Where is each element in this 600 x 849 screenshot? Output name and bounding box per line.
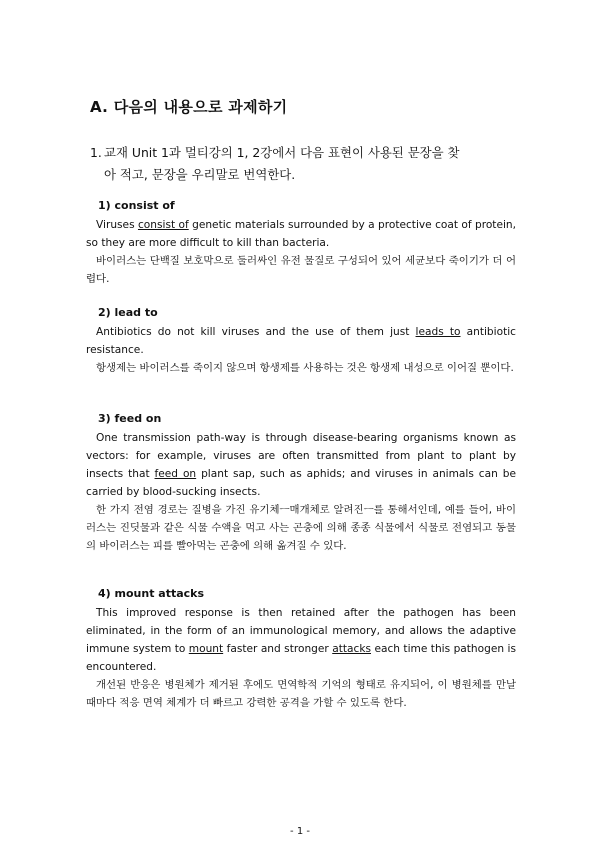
english-text: plant sap, such as aphids; and viruses in animals can be carried by blood-sucking insects.	[86, 468, 516, 498]
expression-section-lead-to	[86, 306, 516, 377]
korean-translation: 항생제는 바이러스를 죽이지 않으며 항생제를 사용하는 것은 항생제 내성으로 이어질 뿐이다.	[96, 362, 514, 374]
english-text: Antibiotics do not kill viruses and the use of them just	[96, 326, 416, 338]
underlined-expression: feed on	[154, 468, 197, 480]
underlined-expression: attacks	[332, 643, 371, 655]
korean-translation: 한 가지 전염 경로는 질병을 가진 유기체ㅡ매개체로 알려진ㅡ를 통해서인데, 예를 들어, 바이러스는 진딧물과 같은 식물 수액을 먹고 사는 곤충에 의해 종종 식물에서 식물로 전염되고 동물의 바이러스는 피를 빨아먹는 곤충에 의해 옮겨질 수 있다.	[86, 504, 516, 552]
english-text: faster and stronger	[223, 643, 333, 655]
english-sentence	[86, 216, 516, 252]
english-text: antibiotic resistance.	[86, 326, 516, 356]
english-text: Viruses	[96, 219, 138, 231]
english-text: each time this pathogen is encountered.	[86, 643, 516, 673]
english-sentence	[86, 323, 516, 359]
expression-title: 4) mount attacks	[98, 587, 205, 600]
english-text: One transmission path-way is through disease-bearing organisms known as vectors: for example, viruses are often transmitted from plant to plant by insects that	[86, 432, 516, 480]
expression-section-mount-attacks	[86, 587, 516, 712]
task-instruction	[90, 142, 510, 186]
korean-translation: 개선된 반응은 병원체가 제거된 후에도 면역학적 기억의 형태로 유지되어, 이 병원체를 만날 때마다 적응 면역 체계가 더 빠르고 강력한 공격을 가할 수 있도록 한다.	[86, 679, 516, 709]
english-sentence	[86, 604, 516, 676]
expression-section-consist-of	[86, 199, 516, 288]
korean-translation: 바이러스는 단백질 보호막으로 둘러싸인 유전 물질로 구성되어 있어 세균보다 죽이기가 더 어렵다.	[86, 255, 516, 285]
english-text: genetic materials surrounded by a protective coat of protein, so they are more difficult to kill than bacteria.	[86, 219, 517, 249]
task-line-1: 교재 Unit 1과 멀티강의 1, 2강에서 다음 표현이 사용된 문장을 찾	[104, 145, 460, 160]
underlined-expression: consist of	[137, 219, 189, 231]
section-heading: A. 다음의 내용으로 과제하기	[90, 98, 288, 116]
task-line-2: 아 적고, 문장을 우리말로 번역한다.	[104, 167, 296, 182]
english-sentence	[86, 429, 516, 501]
expression-title: 2) lead to	[98, 306, 158, 319]
expression-title: 1) consist of	[98, 199, 175, 212]
page-number: - 1 -	[290, 826, 310, 837]
expression-title: 3) feed on	[98, 412, 162, 425]
english-text: This improved response is then retained after the pathogen has been eliminated, in the form of an immunological memory, and allows the adaptive immune system to	[86, 607, 516, 655]
expression-section-feed-on	[86, 412, 516, 555]
task-number: 1.	[90, 145, 102, 160]
underlined-expression: leads to	[415, 326, 461, 338]
underlined-expression: mount	[188, 643, 224, 655]
